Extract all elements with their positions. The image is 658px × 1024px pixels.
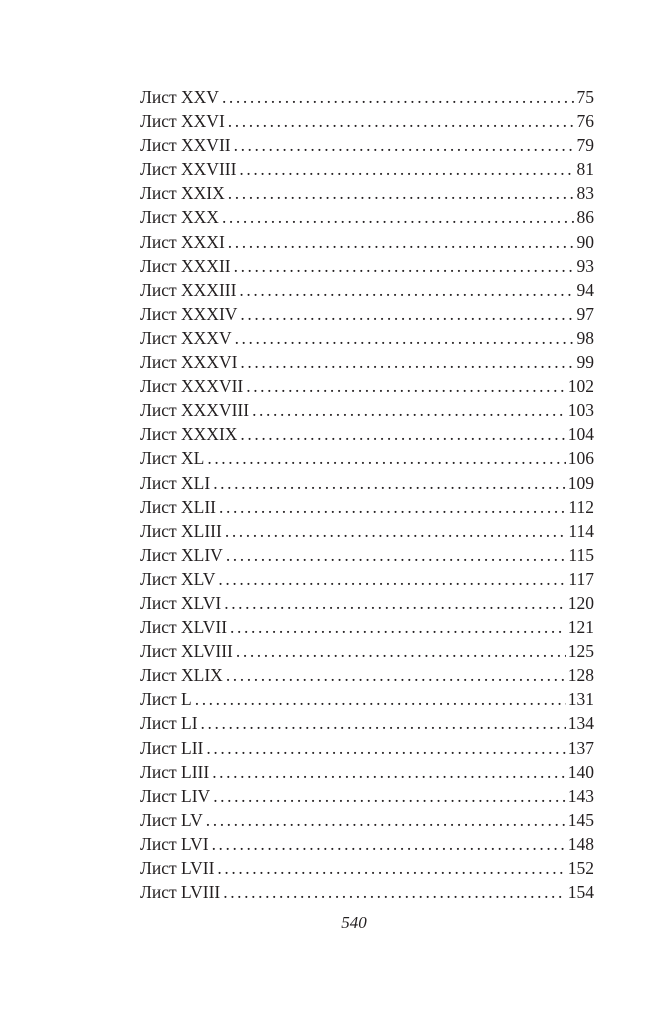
toc-entry-title: Лист XLVIII [140,641,233,662]
toc-entry [140,422,594,446]
toc-entry [140,446,594,470]
table-of-contents [140,85,594,904]
toc-entry-title: Лист XLVI [140,592,222,613]
toc-leader-dots [228,230,575,254]
toc-entry-title: Лист XXXVIII [140,400,250,421]
toc-entry-page: 81 [576,159,594,180]
toc-entry-title: Лист XXVII [140,135,231,156]
toc-entry-page: 134 [567,713,594,734]
toc-entry-page: 131 [567,689,594,710]
toc-entry [140,205,594,229]
toc-leader-dots [240,302,574,326]
toc-entry [140,711,594,735]
toc-leader-dots [236,639,566,663]
toc-entry-title: Лист LV [140,809,203,830]
toc-entry-page: 103 [567,400,594,421]
toc-entry-title: Лист LVII [140,858,215,878]
toc-entry [140,181,594,205]
toc-entry [140,760,594,784]
toc-leader-dots [246,374,566,398]
toc-entry-page: 121 [567,617,594,638]
toc-leader-dots [239,278,574,302]
toc-entry-page: 83 [576,183,594,204]
toc-entry [140,157,594,181]
toc-entry-page: 148 [567,833,594,854]
toc-entry-title: Лист XLIV [140,544,223,565]
toc-entry-title: Лист LIV [140,785,211,806]
toc-entry-page: 76 [576,111,594,132]
toc-leader-dots [222,85,575,109]
toc-entry-page: 117 [568,568,594,589]
toc-entry-page: 143 [567,785,594,806]
toc-leader-dots [234,254,575,278]
toc-entry-title: Лист XXXV [140,327,232,348]
toc-entry [140,495,594,519]
toc-entry [140,278,594,302]
toc-entry [140,350,594,374]
toc-entry [140,109,594,133]
toc-leader-dots [195,687,566,711]
toc-leader-dots [222,205,575,229]
toc-entry-title: Лист XXX [140,207,219,228]
toc-leader-dots [228,181,575,205]
toc-entry-page: 145 [567,809,594,830]
toc-leader-dots [226,663,566,687]
toc-entry-page: 90 [576,231,594,252]
toc-entry [140,230,594,254]
toc-entry [140,687,594,711]
toc-entry-page: 112 [568,496,594,517]
toc-entry [140,519,594,543]
toc-entry-page: 104 [567,424,594,445]
toc-leader-dots [226,543,567,567]
toc-entry-page: 106 [567,448,594,469]
toc-entry-page: 99 [576,352,594,373]
toc-entry [140,254,594,278]
toc-entry-page: 140 [567,761,594,782]
toc-leader-dots [219,495,566,519]
toc-entry-title: Лист XLV [140,568,216,589]
toc-entry-page: 75 [576,87,594,107]
toc-entry-title: Лист XXXII [140,255,231,276]
toc-entry-title: Лист LVI [140,833,209,854]
toc-leader-dots [213,471,566,495]
toc-entry [140,471,594,495]
toc-entry [140,736,594,760]
toc-entry [140,832,594,856]
toc-entry-page: 137 [567,737,594,758]
toc-entry [140,302,594,326]
toc-entry [140,663,594,687]
toc-entry-title: Лист LI [140,713,198,734]
toc-entry-title: Лист XLIII [140,520,222,541]
toc-entry-title: Лист XXIX [140,183,225,204]
toc-leader-dots [228,109,575,133]
toc-entry-page: 79 [576,135,594,156]
toc-leader-dots [224,591,566,615]
toc-entry-title: Лист XXXVI [140,352,238,373]
toc-entry-title: Лист LVIII [140,882,221,903]
toc-entry-title: Лист XXXIX [140,424,238,445]
toc-entry-title: Лист XLVII [140,617,228,638]
toc-leader-dots [252,398,566,422]
toc-entry-title: Лист XL [140,448,205,469]
toc-entry-title: Лист XXXIV [140,303,238,324]
toc-entry-page: 98 [576,327,594,348]
toc-entry-page: 109 [567,472,594,493]
toc-entry-page: 125 [567,641,594,662]
toc-entry-page: 152 [567,858,594,878]
toc-entry [140,615,594,639]
toc-entry [140,326,594,350]
toc-leader-dots [206,736,565,760]
toc-entry [140,133,594,157]
toc-leader-dots [217,856,565,880]
toc-entry [140,85,594,109]
toc-entry-page: 97 [576,303,594,324]
toc-entry [140,591,594,615]
toc-leader-dots [207,446,565,470]
toc-entry-page: 120 [567,592,594,613]
toc-entry-page: 115 [568,544,594,565]
toc-entry-title: Лист XXVI [140,111,225,132]
toc-leader-dots [206,808,566,832]
toc-entry-page: 154 [567,882,594,903]
toc-entry-page: 114 [568,520,594,541]
toc-entry-title: Лист XXVIII [140,159,237,180]
toc-entry [140,543,594,567]
toc-leader-dots [201,711,566,735]
toc-entry [140,374,594,398]
toc-leader-dots [212,832,566,856]
toc-leader-dots [235,326,575,350]
toc-entry [140,639,594,663]
toc-entry [140,398,594,422]
toc-entry-title: Лист XLIX [140,665,223,686]
toc-leader-dots [223,880,566,904]
toc-entry-page: 128 [567,665,594,686]
toc-entry-title: Лист XLII [140,496,217,517]
toc-entry-title: Лист XLI [140,472,211,493]
toc-entry-page: 86 [576,207,594,228]
toc-leader-dots [218,567,566,591]
toc-entry-page: 93 [576,255,594,276]
toc-leader-dots [240,350,574,374]
toc-leader-dots [213,784,566,808]
toc-entry-title: Лист XXXI [140,231,225,252]
toc-leader-dots [212,760,566,784]
toc-entry-title: Лист XXXIII [140,279,237,300]
toc-entry-title: Лист LII [140,737,204,758]
page-number: 540 [341,913,367,932]
toc-entry-page: 94 [576,279,594,300]
toc-entry [140,808,594,832]
toc-entry [140,880,594,904]
toc-leader-dots [230,615,566,639]
toc-entry-title: Лист L [140,689,192,710]
toc-entry-title: Лист LIII [140,761,210,782]
toc-leader-dots [225,519,567,543]
toc-entry-title: Лист XXXVII [140,376,244,397]
toc-entry [140,567,594,591]
toc-leader-dots [234,133,575,157]
toc-entry-page: 102 [567,376,594,397]
toc-entry [140,784,594,808]
toc-entry [140,856,594,880]
toc-leader-dots [240,422,565,446]
toc-entry-title: Лист XXV [140,87,219,107]
toc-leader-dots [239,157,574,181]
